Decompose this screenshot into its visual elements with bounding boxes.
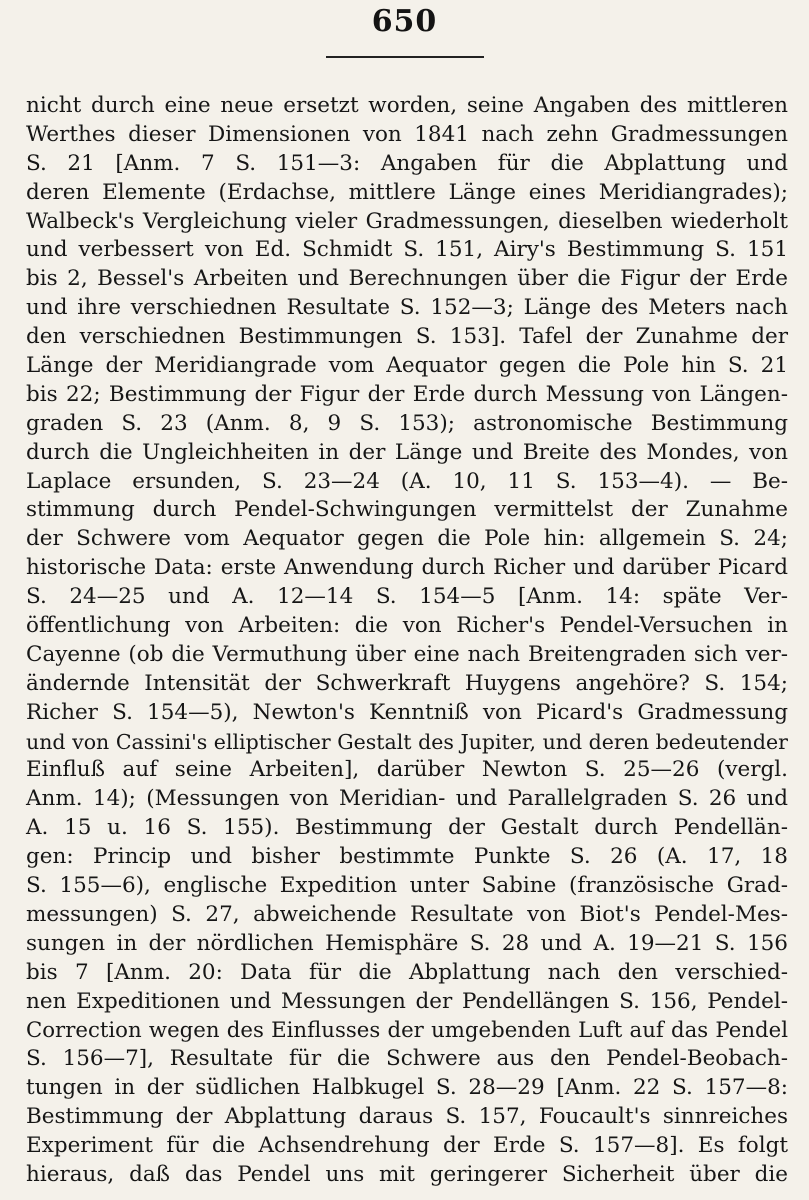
text-line: bis 22; Bestimmung der Figur der Erde durch Messung von Längen- bbox=[26, 381, 788, 407]
text-line: durch die Ungleichheiten in der Länge und Breite des Mondes, von bbox=[26, 439, 788, 465]
text-line: S. 155—6), englische Expedition unter Sabine (französische Grad- bbox=[26, 873, 788, 899]
text-line: stimmung durch Pendel-Schwingungen vermittelst der Zunahme bbox=[26, 497, 788, 523]
text-line: Experiment für die Achsendrehung der Erde S. 157—8]. Es folgt bbox=[26, 1133, 788, 1159]
text-line: und verbessert von Ed. Schmidt S. 151, Airy's Bestimmung S. 151 bbox=[26, 237, 788, 263]
text-line: historische Data: erste Anwendung durch Richer und darüber Picard bbox=[26, 555, 788, 581]
text-line: Länge der Meridiangrade vom Aequator gegen die Pole hin S. 21 bbox=[26, 353, 788, 379]
text-line: und von Cassini's elliptischer Gestalt des Jupiter, und deren bedeutender bbox=[26, 729, 788, 754]
text-line: deren Elemente (Erdachse, mittlere Länge eines Meridiangrades); bbox=[26, 179, 788, 205]
text-line: Cayenne (ob die Vermuthung über eine nach Breitengraden sich ver- bbox=[26, 641, 788, 667]
text-line: Walbeck's Vergleichung vieler Gradmessungen, dieselben wiederholt bbox=[26, 208, 788, 234]
text-line: den verschiednen Bestimmungen S. 153]. Tafel der Zunahme der bbox=[26, 324, 788, 350]
text-line: Bestimmung der Abplattung daraus S. 157, Foucault's sinnreiches bbox=[26, 1104, 788, 1130]
text-line: messungen) S. 27, abweichende Resultate von Biot's Pendel-Mes- bbox=[26, 901, 788, 927]
text-line: graden S. 23 (Anm. 8, 9 S. 153); astronomische Bestimmung bbox=[26, 410, 788, 436]
text-line: S. 156—7], Resultate für die Schwere aus den Pendel-Beobach- bbox=[26, 1046, 788, 1072]
text-line: gen: Princip und bisher bestimmte Punkte S. 26 (A. 17, 18 bbox=[26, 844, 788, 870]
text-line: und ihre verschiednen Resultate S. 152—3; Länge des Meters nach bbox=[26, 295, 788, 321]
text-line: nen Expeditionen und Messungen der Pendellängen S. 156, Pendel- bbox=[26, 988, 788, 1014]
text-line: A. 15 u. 16 S. 155). Bestimmung der Gestalt durch Pendellän- bbox=[26, 815, 788, 841]
text-line: sungen in der nördlichen Hemisphäre S. 28 und A. 19—21 S. 156 bbox=[26, 930, 788, 956]
text-line: Einfluß auf seine Arbeiten], darüber Newton S. 25—26 (vergl. bbox=[26, 757, 788, 783]
text-line: S. 21 [Anm. 7 S. 151—3: Angaben für die Abplattung und bbox=[26, 150, 788, 176]
text-line: nicht durch eine neue ersetzt worden, seine Angaben des mittleren bbox=[26, 93, 788, 118]
text-line: bis 2, Bessel's Arbeiten und Berechnungen über die Figur der Erde bbox=[26, 266, 788, 292]
text-line: tungen in der südlichen Halbkugel S. 28—29 [Anm. 22 S. 157—8: bbox=[26, 1075, 788, 1101]
text-line: der Schwere vom Aequator gegen die Pole hin: allgemein S. 24; bbox=[26, 526, 788, 552]
text-line: Laplace ersunden, S. 23—24 (A. 10, 11 S. 153—4). — Be- bbox=[26, 468, 788, 494]
text-line: Richer S. 154—5), Newton's Kenntniß von Picard's Gradmessung bbox=[26, 699, 788, 725]
text-line: Anm. 14); (Messungen von Meridian- und Parallelgraden S. 26 und bbox=[26, 786, 788, 812]
header-rule bbox=[326, 56, 484, 58]
body-text bbox=[26, 92, 788, 1190]
text-line: öffentlichung von Arbeiten: die von Richer's Pendel-Versuchen in bbox=[26, 613, 788, 639]
text-line: ändernde Intensität der Schwerkraft Huygens angehöre? S. 154; bbox=[26, 670, 788, 696]
text-line: bis 7 [Anm. 20: Data für die Abplattung nach den verschied- bbox=[26, 959, 788, 985]
text-line: S. 24—25 und A. 12—14 S. 154—5 [Anm. 14: späte Ver- bbox=[26, 584, 788, 610]
page-number: 650 bbox=[371, 4, 438, 39]
text-line: hieraus, daß das Pendel uns mit geringerer Sicherheit über die bbox=[26, 1161, 788, 1187]
text-line: Correction wegen des Einflusses der umgebenden Luft auf das Pendel bbox=[26, 1017, 788, 1043]
text-line: Werthes dieser Dimensionen von 1841 nach zehn Gradmessungen bbox=[26, 121, 788, 147]
